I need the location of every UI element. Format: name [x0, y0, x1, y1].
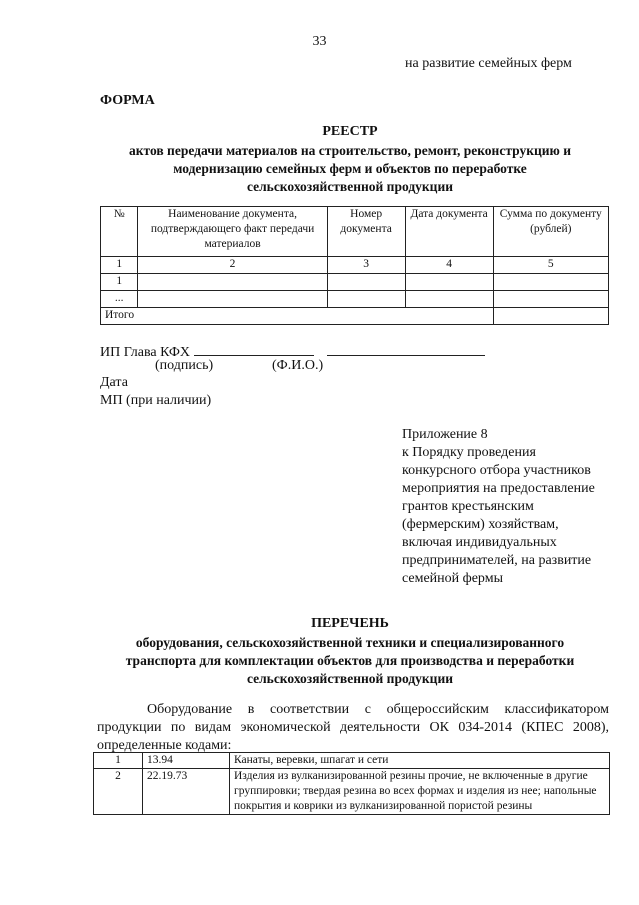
table-cell — [493, 274, 608, 291]
list-subtitle-line: транспорта для комплектации объектов для производства и переработки — [125, 653, 575, 668]
name-caption: (Ф.И.О.) — [272, 358, 324, 373]
table-header-row — [101, 207, 609, 257]
appendix-line: (фермерским) хозяйствам, — [402, 517, 559, 532]
page-number: 33 — [312, 34, 327, 49]
appendix-line: к Порядку проведения — [402, 445, 536, 460]
table-cell: 1 — [101, 257, 138, 274]
equipment-table — [93, 752, 610, 815]
item-description: Изделия из вулканизированной резины прочие, не включенные в другие группировки; твердая резина во всех формах и изделия из нее; напольные покрытия и коврики из вулканизированной пористой резины — [230, 769, 610, 815]
list-intro — [97, 701, 609, 755]
table-cell — [405, 274, 493, 291]
appendix-line: включая индивидуальных — [402, 535, 557, 550]
signature-blank — [194, 341, 314, 356]
table-cell: 3 — [327, 257, 405, 274]
table-row — [101, 291, 609, 308]
table-cell — [327, 274, 405, 291]
table-cell — [327, 291, 405, 308]
column-header: Дата документа — [405, 207, 493, 257]
appendix-line: предпринимателей, на развитие — [402, 553, 592, 568]
registry-table — [100, 206, 609, 325]
list-subtitle-line: сельскохозяйственной продукции — [246, 671, 454, 686]
column-header: № — [101, 207, 138, 257]
registry-subtitle — [90, 142, 610, 196]
registry-subtitle-line: актов передачи материалов на строительство, ремонт, реконструкцию и — [129, 143, 571, 158]
column-header: Наименование документа, подтверждающего факт передачи материалов — [138, 207, 327, 257]
row-number: 1 — [94, 753, 143, 769]
table-cell: 2 — [138, 257, 327, 274]
table-cell: ... — [101, 291, 138, 308]
column-header: Номер документа — [327, 207, 405, 257]
registry-subtitle-line: сельскохозяйственной продукции — [246, 179, 454, 194]
okpd-code: 22.19.73 — [143, 769, 230, 815]
table-row — [101, 274, 609, 291]
item-description: Канаты, веревки, шпагат и сети — [230, 753, 610, 769]
appendix-block — [402, 426, 632, 588]
appendix-line: Приложение 8 — [402, 427, 488, 442]
total-label: Итого — [101, 308, 494, 325]
okpd-code: 13.94 — [143, 753, 230, 769]
table-cell: 5 — [493, 257, 608, 274]
column-header: Сумма по документу (рублей) — [493, 207, 608, 257]
list-title: ПЕРЕЧЕНЬ — [311, 616, 389, 631]
appendix-line: конкурсного отбора участников — [402, 463, 591, 478]
date-label: Дата — [100, 375, 128, 390]
numbering-row — [101, 257, 609, 274]
appendix-line: грантов крестьянским — [402, 499, 534, 514]
table-cell — [138, 274, 327, 291]
table-cell: 1 — [101, 274, 138, 291]
sign-caption: (подпись) — [155, 358, 214, 373]
stamp-label: МП (при наличии) — [100, 393, 212, 408]
header-continuation: на развитие семейных ферм — [405, 56, 572, 71]
list-subtitle-line: оборудования, сельскохозяйственной техники и специализированного — [135, 635, 565, 650]
head-label: ИП Глава КФХ — [100, 345, 190, 360]
table-row — [94, 753, 610, 769]
row-number: 2 — [94, 769, 143, 815]
total-row — [101, 308, 609, 325]
appendix-line: мероприятия на предоставление — [402, 481, 595, 496]
list-subtitle — [90, 634, 610, 688]
total-value — [493, 308, 608, 325]
table-cell — [493, 291, 608, 308]
table-cell — [405, 291, 493, 308]
registry-title: РЕЕСТР — [322, 124, 378, 139]
appendix-line: семейной фермы — [402, 571, 503, 586]
table-row — [94, 769, 610, 815]
name-blank — [327, 341, 485, 356]
table-cell: 4 — [405, 257, 493, 274]
table-cell — [138, 291, 327, 308]
list-intro-text: Оборудование в соответствии с общероссийским классификатором продукции по видам экономической деятельности ОК 034-2014 (КПЕС 2008), определенные кодами: — [97, 702, 609, 753]
registry-subtitle-line: модернизацию семейных ферм и объектов по переработке — [173, 161, 527, 176]
form-label: ФОРМА — [100, 93, 155, 108]
